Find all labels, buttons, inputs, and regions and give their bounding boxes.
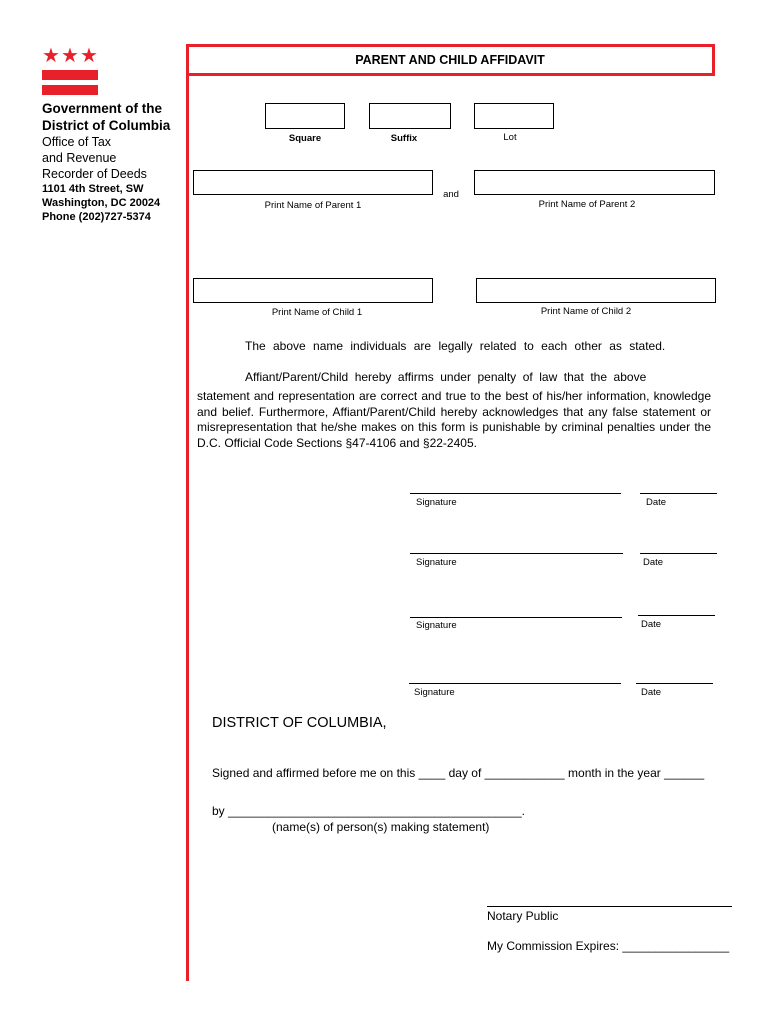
signature-line-3[interactable] bbox=[410, 617, 622, 618]
commission-expires: My Commission Expires: ________________ bbox=[487, 939, 730, 953]
star-icon: ★ bbox=[80, 45, 98, 67]
by-caption: (name(s) of person(s) making statement) bbox=[272, 820, 490, 834]
date-label-1: Date bbox=[646, 497, 667, 508]
signature-line-2[interactable] bbox=[410, 553, 623, 554]
office-line2: and Revenue bbox=[42, 151, 117, 165]
relationship-statement: The above name individuals are legally related to each other as stated. bbox=[245, 339, 666, 353]
affirmation-first-line: Affiant/Parent/Child hereby affirms under penalty of law that the above bbox=[245, 370, 647, 384]
square-field[interactable] bbox=[265, 103, 345, 129]
child2-name-field[interactable] bbox=[476, 278, 716, 303]
star-icon: ★ bbox=[42, 45, 60, 67]
date-label-4: Date bbox=[641, 687, 662, 698]
form-title: PARENT AND CHILD AFFIDAVIT bbox=[188, 44, 715, 76]
date-label-3: Date bbox=[641, 619, 662, 630]
signature-line-4[interactable] bbox=[409, 683, 621, 684]
signature-label-2: Signature bbox=[416, 557, 457, 568]
signature-label-3: Signature bbox=[416, 620, 457, 631]
office-line3: Recorder of Deeds bbox=[42, 167, 147, 181]
lot-field[interactable] bbox=[474, 103, 554, 129]
org-name-line1: Government of the bbox=[42, 101, 163, 116]
date-line-1[interactable] bbox=[640, 493, 717, 494]
red-margin-rule bbox=[186, 44, 189, 981]
flag-bar bbox=[42, 70, 98, 80]
date-line-4[interactable] bbox=[636, 683, 713, 684]
flag-bar bbox=[42, 85, 98, 95]
affirmation-text: statement and representation are correct and true to the best of his/her information, knowledge and belief. Furthermore, Affiant/Parent/Child hereby acknowledges that any false statement or misrepresentation that he/she makes on this form is punishable by criminal penalties under the D.C. Official Code Sections §47-4106 and §22-2405. bbox=[197, 389, 711, 450]
address-line2: Washington, DC 20024 bbox=[42, 197, 161, 209]
suffix-label: Suffix bbox=[390, 133, 418, 144]
org-name-line2: District of Columbia bbox=[42, 118, 171, 133]
child2-label: Print Name of Child 2 bbox=[540, 306, 632, 317]
parent2-name-field[interactable] bbox=[474, 170, 715, 195]
date-label-2: Date bbox=[643, 557, 664, 568]
suffix-field[interactable] bbox=[369, 103, 451, 129]
signature-label-1: Signature bbox=[416, 497, 457, 508]
date-line-3[interactable] bbox=[638, 615, 715, 616]
signature-label-4: Signature bbox=[414, 687, 455, 698]
lot-label: Lot bbox=[503, 132, 517, 143]
notary-signature-line[interactable] bbox=[487, 906, 732, 907]
signed-affirmed-line: Signed and affirmed before me on this ____ day of ____________ month in the year ______ bbox=[212, 766, 705, 780]
office-line1: Office of Tax bbox=[42, 135, 112, 149]
parent1-label: Print Name of Parent 1 bbox=[264, 200, 362, 211]
signature-line-1[interactable] bbox=[410, 493, 621, 494]
child1-name-field[interactable] bbox=[193, 278, 433, 303]
star-icon: ★ bbox=[61, 45, 79, 67]
date-line-2[interactable] bbox=[640, 553, 717, 554]
sidebar bbox=[42, 100, 184, 224]
notary-public-label: Notary Public bbox=[487, 909, 559, 923]
address-line1: 1101 4th Street, SW bbox=[42, 183, 144, 195]
phone: Phone (202)727-5374 bbox=[42, 211, 151, 223]
and-label: and bbox=[443, 189, 459, 200]
jurisdiction-heading: DISTRICT OF COLUMBIA, bbox=[212, 715, 387, 731]
parent2-label: Print Name of Parent 2 bbox=[538, 199, 636, 210]
parent1-name-field[interactable] bbox=[193, 170, 433, 195]
by-line: by ____________________________________________. bbox=[212, 804, 525, 818]
square-label: Square bbox=[288, 133, 322, 144]
child1-label: Print Name of Child 1 bbox=[271, 307, 363, 318]
